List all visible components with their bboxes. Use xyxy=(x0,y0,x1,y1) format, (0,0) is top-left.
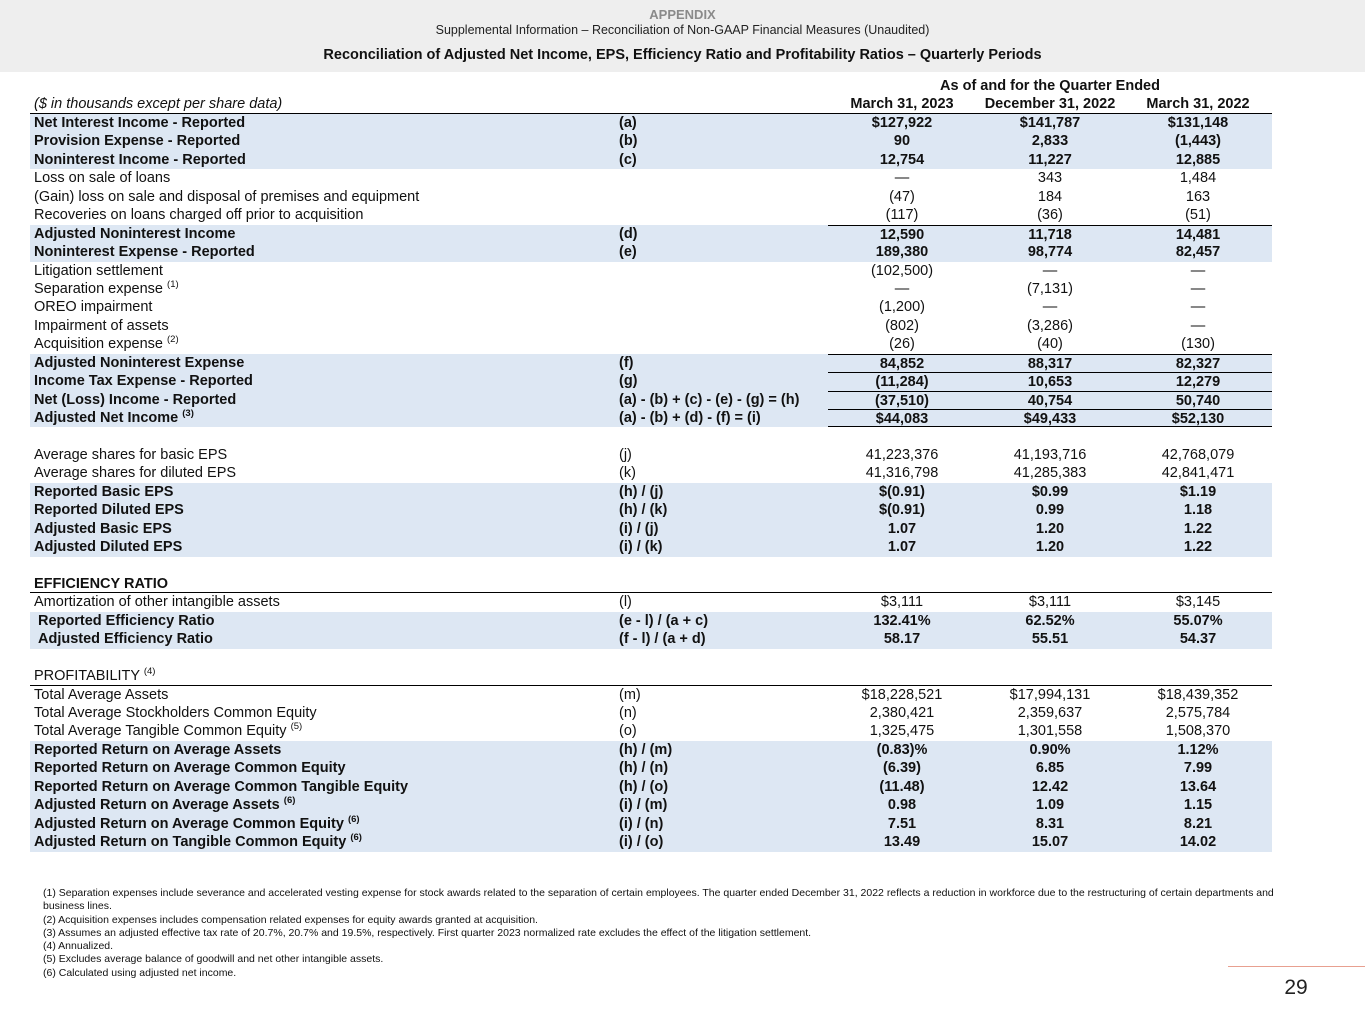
value-q1-2022: 13.64 xyxy=(1179,778,1217,795)
value-q1-2023: 189,380 xyxy=(875,244,929,261)
table-row xyxy=(30,704,1272,722)
value-q4-2022: 2,359,637 xyxy=(1017,705,1083,721)
row-label-text: Income Tax Expense - Reported xyxy=(34,373,253,390)
row-label-text: Adjusted Net Income xyxy=(34,410,179,426)
row-label-text: Average shares for basic EPS xyxy=(34,446,228,463)
value-q1-2022: (51) xyxy=(1185,207,1211,224)
row-formula: (c) xyxy=(619,151,637,168)
value-q4-2022: 6.85 xyxy=(1035,760,1065,777)
table-row xyxy=(30,464,1272,482)
value-q4-2022: $17,994,131 xyxy=(1009,686,1091,703)
value-q4-2022: 62.52% xyxy=(1025,612,1075,629)
table-row xyxy=(30,280,1272,298)
table-row xyxy=(30,483,1272,501)
row-label xyxy=(34,833,362,851)
value-q4-2022: 98,774 xyxy=(1027,244,1073,261)
row-label xyxy=(38,630,213,648)
row-label xyxy=(34,446,227,464)
value-q4-2022: 184 xyxy=(1037,188,1063,205)
value-q1-2022: 14.02 xyxy=(1179,834,1217,851)
value-q1-2023: 132.41% xyxy=(873,612,931,629)
row-formula: (f - l) / (a + d) xyxy=(619,631,706,648)
value-q1-2023: 1.07 xyxy=(887,539,917,556)
row-label xyxy=(34,538,182,556)
value-q4-2022: (40) xyxy=(1037,336,1063,353)
table-row xyxy=(30,538,1272,556)
row-formula: (k) xyxy=(619,465,636,482)
page-number-rule xyxy=(1228,966,1365,967)
row-label-text: Reported Return on Average Common Equity xyxy=(34,760,346,777)
row-label-text: Provision Expense - Reported xyxy=(34,133,241,150)
row-formula: (f) xyxy=(619,354,634,371)
value-q1-2022: $3,145 xyxy=(1175,594,1221,611)
value-q4-2022: 10,653 xyxy=(976,372,1124,390)
row-label xyxy=(34,114,245,132)
table-row xyxy=(30,778,1272,796)
value-q4-2022: 41,193,716 xyxy=(1013,446,1087,463)
row-label-text: Adjusted Return on Average Assets xyxy=(34,797,280,814)
page-title: Reconciliation of Adjusted Net Income, EPS, Efficiency Ratio and Profitability Ratios – Quarterly Periods xyxy=(323,47,1042,63)
row-label-text: Recoveries on loans charged off prior to acquisition xyxy=(34,207,364,224)
row-label-text: Reported Diluted EPS xyxy=(34,502,184,519)
row-label-text: Adjusted Diluted EPS xyxy=(34,539,183,556)
value-q1-2023: — xyxy=(894,170,910,187)
row-label xyxy=(34,169,170,187)
value-q1-2023: (1,200) xyxy=(879,299,925,316)
value-q1-2022: 54.37 xyxy=(1179,631,1217,648)
row-label xyxy=(34,722,302,740)
row-label-text: (Gain) loss on sale and disposal of premises and equipment xyxy=(34,188,420,205)
value-q1-2022: 55.07% xyxy=(1173,612,1223,629)
value-q1-2023: (11.48) xyxy=(879,778,925,795)
value-q4-2022: $141,787 xyxy=(1019,115,1081,131)
table-row xyxy=(30,225,1272,243)
value-q4-2022: (7,131) xyxy=(1027,280,1073,297)
row-label-text: Reported Efficiency Ratio xyxy=(38,612,215,629)
value-q4-2022: 343 xyxy=(1037,170,1063,187)
value-q1-2023: $127,922 xyxy=(871,115,933,131)
footnote: (2) Acquisition expenses includes compensation related expenses for equity awards granted at acquisition. xyxy=(43,913,538,926)
footnote: (4) Annualized. xyxy=(43,940,114,953)
value-q1-2022: (1,443) xyxy=(1175,133,1221,150)
value-q1-2023: (26) xyxy=(889,336,915,353)
table-row xyxy=(30,446,1272,464)
footnotes xyxy=(43,887,1303,980)
table-row xyxy=(30,335,1272,353)
value-q1-2023: (47) xyxy=(889,188,915,205)
row-label xyxy=(34,704,317,722)
row-spacer xyxy=(30,557,1272,575)
footnote-marker: (3) xyxy=(182,408,194,419)
footnote: (5) Excludes average balance of goodwill and net other intangible assets. xyxy=(43,953,384,966)
row-formula: (h) / (m) xyxy=(619,741,673,758)
value-q1-2022: $131,148 xyxy=(1167,115,1229,131)
row-label-text: Net (Loss) Income - Reported xyxy=(34,391,237,408)
value-q1-2023: $44,083 xyxy=(828,409,976,427)
table-row xyxy=(30,501,1272,519)
table-row xyxy=(30,391,1272,409)
value-q1-2022: $1.19 xyxy=(1179,483,1217,500)
value-q4-2022: 0.99 xyxy=(1035,502,1065,519)
footnote: (3) Assumes an adjusted effective tax rate of 20.7%, 20.7% and 19.5%, respectively. First quarter 2023 normalized rate excludes the effect of the litigation settlement. xyxy=(43,926,812,939)
value-q1-2022: — xyxy=(1190,262,1206,279)
column-header-q1-2022: March 31, 2022 xyxy=(1146,96,1250,112)
value-q4-2022: $49,433 xyxy=(976,409,1124,427)
row-label xyxy=(34,317,169,335)
row-label-text: Noninterest Expense - Reported xyxy=(34,244,255,261)
row-formula: (j) xyxy=(619,446,632,463)
value-q1-2023: — xyxy=(894,280,910,297)
footnote: (6) Calculated using adjusted net income. xyxy=(43,966,237,979)
value-q1-2022: 12,279 xyxy=(1124,372,1272,390)
page-header xyxy=(0,0,1365,72)
value-q4-2022: (36) xyxy=(1037,207,1063,224)
value-q4-2022: 1.09 xyxy=(1035,797,1065,814)
table-row xyxy=(30,298,1272,316)
footnote-marker: (6) xyxy=(350,832,362,844)
row-label-text: Impairment of assets xyxy=(34,317,169,334)
value-q1-2022: 82,327 xyxy=(1124,354,1272,372)
value-q4-2022: $3,111 xyxy=(1028,594,1072,611)
row-formula: (g) xyxy=(619,373,638,390)
value-q1-2023: $18,228,521 xyxy=(861,686,943,703)
row-formula: (h) / (j) xyxy=(619,483,664,500)
value-q1-2022: $52,130 xyxy=(1124,409,1272,427)
table-row xyxy=(30,815,1272,833)
row-formula: (i) / (n) xyxy=(619,815,664,832)
row-label xyxy=(34,741,281,759)
row-label-text: Total Average Assets xyxy=(34,686,169,703)
value-q4-2022: 8.31 xyxy=(1035,815,1065,832)
value-q1-2022: — xyxy=(1190,280,1206,297)
row-formula: (e - l) / (a + c) xyxy=(619,612,709,629)
row-label xyxy=(34,372,253,390)
section-heading xyxy=(30,667,1272,685)
value-q4-2022: — xyxy=(1042,262,1058,279)
table-row xyxy=(30,520,1272,538)
row-label xyxy=(34,188,419,206)
row-label xyxy=(34,593,280,611)
row-label xyxy=(34,391,236,409)
table-row xyxy=(30,612,1272,630)
value-q1-2023: 13.49 xyxy=(883,834,921,851)
value-q4-2022: 2,833 xyxy=(1031,133,1069,150)
value-q1-2023: 2,380,421 xyxy=(869,705,935,721)
footnote-marker: (6) xyxy=(347,813,360,825)
row-label xyxy=(34,354,244,372)
row-formula: (l) xyxy=(619,594,632,611)
table-row xyxy=(30,169,1272,187)
supplemental-subtitle: Supplemental Information – Reconciliation of Non-GAAP Financial Measures (Unaudited) xyxy=(435,23,930,37)
page-number: 29 xyxy=(1284,976,1308,999)
period-heading: As of and for the Quarter Ended xyxy=(940,78,1160,94)
row-label xyxy=(34,759,346,777)
value-q4-2022: 11,227 xyxy=(1028,151,1072,168)
table-row xyxy=(30,630,1272,648)
row-label-text: Noninterest Income - Reported xyxy=(34,151,246,168)
row-label xyxy=(34,206,363,224)
value-q1-2023: $3,111 xyxy=(880,594,924,611)
row-label-text: Reported Return on Average Assets xyxy=(34,741,282,758)
table-row xyxy=(30,759,1272,777)
value-q1-2022: $18,439,352 xyxy=(1157,686,1239,703)
row-label xyxy=(34,464,236,482)
value-q1-2023: (117) xyxy=(885,207,919,224)
value-q1-2023: 7.51 xyxy=(887,815,917,832)
value-q1-2023: $(0.91) xyxy=(879,502,925,519)
footnote-marker: (1) xyxy=(167,278,179,290)
value-q1-2022: 1.12% xyxy=(1177,741,1219,758)
value-q1-2023: 1,325,475 xyxy=(869,723,935,740)
value-q1-2022: 2,575,784 xyxy=(1165,705,1231,721)
value-q1-2023: 0.98 xyxy=(887,797,917,814)
value-q4-2022: 1.20 xyxy=(1035,520,1065,537)
row-label-text: EFFICIENCY RATIO xyxy=(34,575,168,592)
footnote-marker: (4) xyxy=(143,666,156,678)
row-formula: (a) - (b) + (d) - (f) = (i) xyxy=(619,410,761,426)
row-formula: (i) / (m) xyxy=(619,797,668,814)
value-q4-2022: 88,317 xyxy=(976,354,1124,372)
table-row xyxy=(30,132,1272,150)
value-q1-2022: 1,484 xyxy=(1179,170,1217,187)
table-row xyxy=(30,686,1272,704)
row-label xyxy=(34,262,163,280)
footnote-marker: (2) xyxy=(167,334,179,346)
row-formula: (d) xyxy=(619,225,638,242)
value-q4-2022: 55.51 xyxy=(1031,631,1069,648)
row-formula: (a) xyxy=(619,115,637,131)
row-formula: (h) / (o) xyxy=(619,778,669,795)
row-label xyxy=(34,151,246,169)
value-q1-2022: — xyxy=(1190,299,1206,316)
table-row xyxy=(30,372,1272,390)
row-formula: (a) - (b) + (c) - (e) - (g) = (h) xyxy=(619,391,800,408)
table-row xyxy=(30,243,1272,261)
value-q1-2022: (130) xyxy=(1181,336,1215,353)
value-q1-2022: 1,508,370 xyxy=(1165,723,1231,740)
appendix-label: APPENDIX xyxy=(649,7,716,22)
row-label-text: Acquisition expense xyxy=(34,336,163,353)
footnote-marker: (5) xyxy=(290,721,303,733)
value-q4-2022: 40,754 xyxy=(976,391,1124,409)
row-spacer xyxy=(30,649,1272,667)
footnote-marker: (6) xyxy=(283,795,296,807)
row-label xyxy=(34,298,152,316)
row-label xyxy=(34,667,155,685)
row-label-text: Separation expense xyxy=(34,280,163,297)
value-q1-2022: 12,885 xyxy=(1175,151,1221,168)
row-spacer xyxy=(30,427,1272,445)
value-q1-2022: 1.15 xyxy=(1183,797,1213,814)
row-label-text: Litigation settlement xyxy=(34,262,163,279)
row-label xyxy=(34,520,172,538)
row-label xyxy=(34,409,194,427)
table-row xyxy=(30,151,1272,169)
row-label xyxy=(38,612,214,630)
value-q1-2022: 1.22 xyxy=(1183,539,1213,556)
value-q1-2023: 41,223,376 xyxy=(865,446,939,463)
value-q1-2023: 41,316,798 xyxy=(865,465,939,482)
row-label-text: Total Average Tangible Common Equity xyxy=(34,723,287,740)
value-q1-2023: 1.07 xyxy=(887,520,917,537)
row-formula: (e) xyxy=(619,244,637,261)
value-q4-2022: 0.90% xyxy=(1029,741,1071,758)
value-q4-2022: 1,301,558 xyxy=(1017,723,1083,740)
value-q4-2022: 41,285,383 xyxy=(1013,465,1087,482)
row-formula: (n) xyxy=(619,705,637,721)
section-heading xyxy=(30,575,1272,593)
row-label xyxy=(34,778,408,796)
row-label-text: Adjusted Return on Average Common Equity xyxy=(34,815,344,832)
row-formula: (m) xyxy=(619,686,641,703)
row-label-text: Reported Return on Average Common Tangible Equity xyxy=(34,778,409,795)
row-label xyxy=(34,225,235,243)
row-formula: (o) xyxy=(619,723,637,740)
row-formula: (i) / (o) xyxy=(619,834,664,851)
value-q1-2023: 90 xyxy=(893,133,911,150)
table-row xyxy=(30,114,1272,132)
row-label xyxy=(34,501,184,519)
row-label-text: Adjusted Return on Tangible Common Equity xyxy=(34,834,347,851)
row-label-text: Adjusted Efficiency Ratio xyxy=(38,631,213,648)
row-label xyxy=(34,815,360,833)
row-label-text: Adjusted Noninterest Expense xyxy=(34,354,245,371)
row-label-text: Amortization of other intangible assets xyxy=(34,594,280,611)
row-label xyxy=(34,575,168,593)
table-row xyxy=(30,593,1272,611)
value-q1-2023: (37,510) xyxy=(828,391,976,409)
row-label xyxy=(34,335,179,353)
value-q1-2023: 12,754 xyxy=(879,151,925,168)
row-label xyxy=(34,686,168,704)
row-formula: (h) / (k) xyxy=(619,502,668,519)
value-q4-2022: 15.07 xyxy=(1031,834,1069,851)
value-q4-2022: $0.99 xyxy=(1031,483,1069,500)
value-q1-2022: 7.99 xyxy=(1183,760,1213,777)
row-label-text: Total Average Stockholders Common Equity xyxy=(34,705,317,721)
table-row xyxy=(30,833,1272,851)
value-q1-2023: (11,284) xyxy=(828,372,976,390)
value-q4-2022: (3,286) xyxy=(1027,317,1073,334)
value-q1-2022: 42,841,471 xyxy=(1161,465,1235,482)
table-row xyxy=(30,206,1272,224)
value-q1-2023: 12,590 xyxy=(828,225,976,243)
row-label-text: Adjusted Basic EPS xyxy=(34,520,172,537)
value-q4-2022: 11,718 xyxy=(976,225,1124,243)
value-q1-2023: 58.17 xyxy=(883,631,921,648)
value-q1-2022: 1.22 xyxy=(1183,520,1213,537)
table-row xyxy=(30,354,1272,372)
value-q1-2022: 8.21 xyxy=(1183,815,1213,832)
row-label xyxy=(34,280,179,298)
row-label xyxy=(34,132,240,150)
row-label-text: Net Interest Income - Reported xyxy=(34,115,246,131)
table-row xyxy=(30,722,1272,740)
row-label-text: Average shares for diluted EPS xyxy=(34,465,237,482)
units-label: ($ in thousands except per share data) xyxy=(34,96,283,112)
value-q1-2022: 82,457 xyxy=(1175,244,1221,261)
value-q1-2023: (102,500) xyxy=(870,262,934,279)
value-q1-2023: (0.83)% xyxy=(876,741,928,758)
row-formula: (i) / (k) xyxy=(619,539,663,556)
value-q4-2022: 12.42 xyxy=(1031,778,1069,795)
row-label-text: Reported Basic EPS xyxy=(34,483,174,500)
value-q1-2023: $(0.91) xyxy=(879,483,925,500)
table-row xyxy=(30,409,1272,427)
row-label-text: Adjusted Noninterest Income xyxy=(34,225,236,242)
value-q1-2022: 42,768,079 xyxy=(1161,446,1235,463)
value-q4-2022: 1.20 xyxy=(1035,539,1065,556)
value-q4-2022: — xyxy=(1042,299,1058,316)
value-q1-2023: (802) xyxy=(885,317,919,334)
row-label-text: Loss on sale of loans xyxy=(34,170,171,187)
table-row xyxy=(30,317,1272,335)
value-q1-2022: 50,740 xyxy=(1124,391,1272,409)
value-q1-2023: (6.39) xyxy=(883,760,921,777)
column-header-q4-2022: December 31, 2022 xyxy=(984,96,1116,112)
row-label-text: PROFITABILITY xyxy=(34,668,140,685)
footnote: (1) Separation expenses include severance and accelerated vesting expense for stock awards related to the separation of certain employees. The quarter ended December 31, 2022 reflects a reduction in workforce due to the restructuring of certain departments and business lines. xyxy=(43,887,1274,913)
row-label-text: OREO impairment xyxy=(34,299,153,316)
reconciliation-table xyxy=(30,114,1272,852)
row-formula: (i) / (j) xyxy=(619,520,659,537)
table-row xyxy=(30,741,1272,759)
table-row xyxy=(30,796,1272,814)
table-row xyxy=(30,188,1272,206)
value-q1-2022: 14,481 xyxy=(1124,225,1272,243)
row-formula: (h) / (n) xyxy=(619,760,669,777)
value-q1-2023: 84,852 xyxy=(828,354,976,372)
row-label xyxy=(34,796,295,814)
row-formula: (b) xyxy=(619,133,638,150)
value-q1-2022: — xyxy=(1190,317,1206,334)
row-label xyxy=(34,243,255,261)
table-row xyxy=(30,262,1272,280)
row-label xyxy=(34,483,173,501)
value-q1-2022: 1.18 xyxy=(1183,502,1213,519)
column-header-q1-2023: March 31, 2023 xyxy=(850,96,954,112)
value-q1-2022: 163 xyxy=(1185,188,1211,205)
